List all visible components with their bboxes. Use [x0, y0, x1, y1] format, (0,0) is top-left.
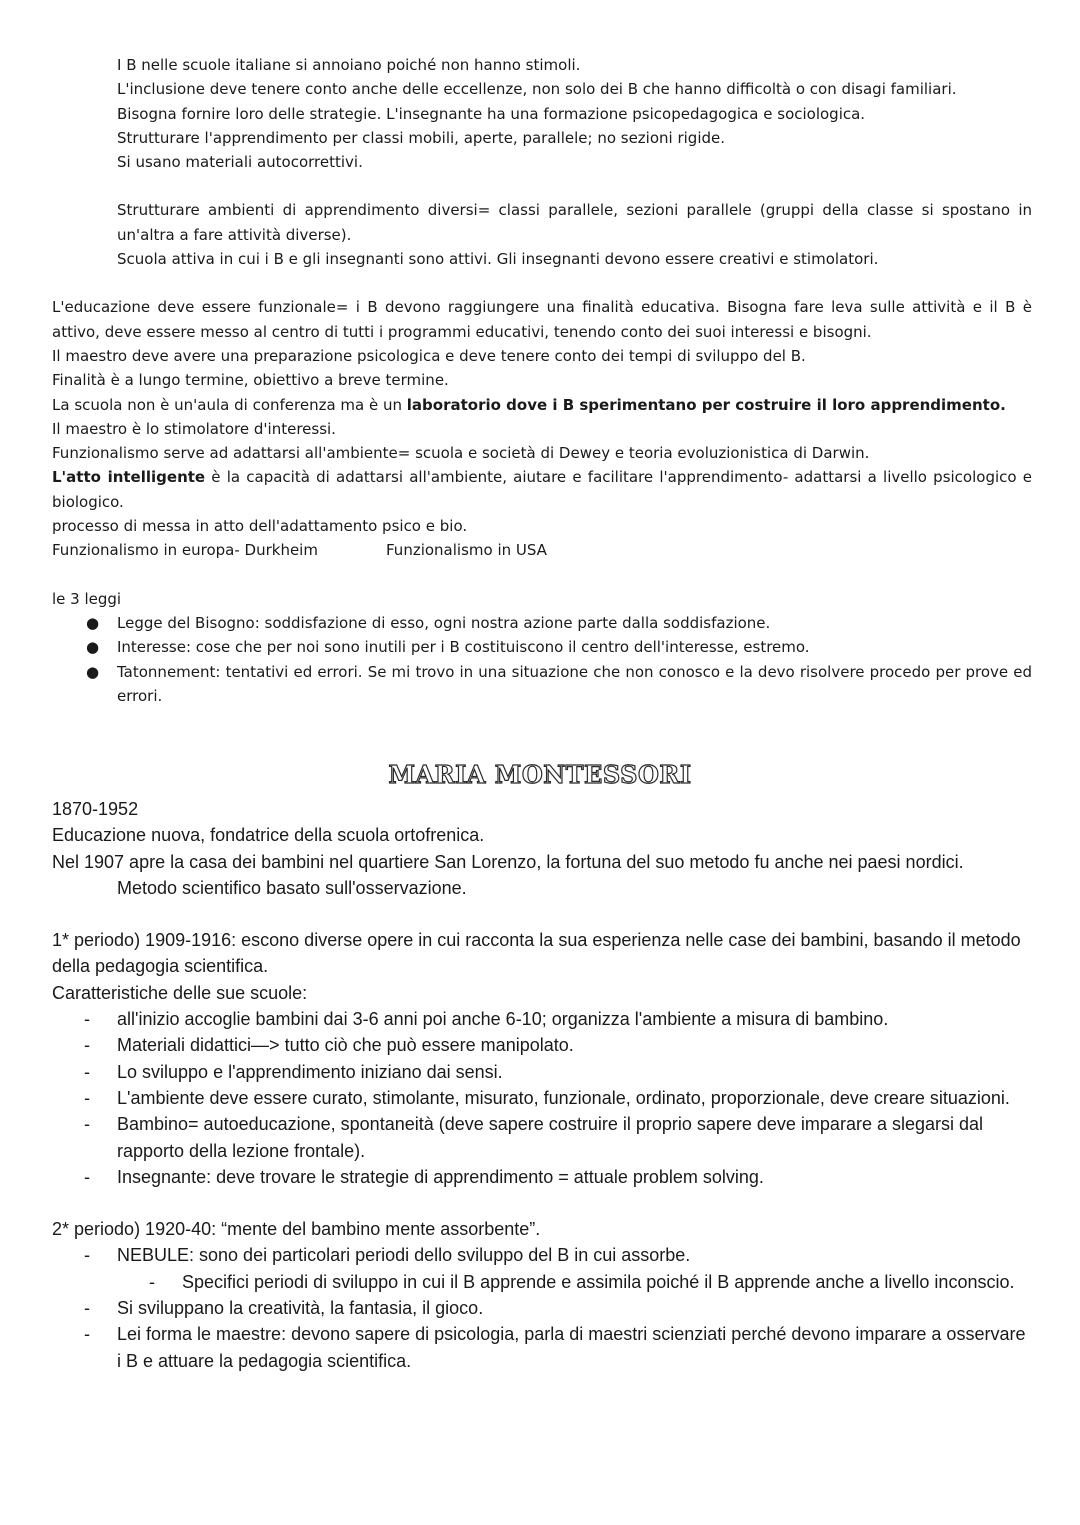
text-line: Nel 1907 apre la casa dei bambini nel quartiere San Lorenzo, la fortuna del suo metodo fu anche nei paesi nordici. — [52, 851, 964, 872]
text-line: Il maestro deve avere una preparazione psicologica e deve tenere conto dei tempi di sviluppo del B. — [52, 346, 806, 365]
list-item — [52, 660, 1032, 709]
text-span: Si sviluppano la creatività, la fantasia, il gioco. — [117, 1298, 484, 1319]
sub-list-item — [52, 1269, 1032, 1295]
text-line: Educazione nuova, fondatrice della scuola ortofrenica. — [52, 825, 485, 846]
dash-icon: - — [84, 1087, 90, 1108]
text-line: I B nelle scuole italiane si annoiano poiché non hanno stimoli. — [117, 56, 581, 74]
laws-list — [52, 611, 1032, 708]
period-1-paragraph: 1* periodo) 1909-1916: escono diverse opere in cui racconta la sua esperienza nelle case dei bambini, basando il metodo della pedagogia scientifica. — [52, 930, 1021, 977]
list-item — [52, 1164, 1032, 1190]
text-span: all'inizio accoglie bambini dai 3-6 anni poi anche 6-10; organizza l'ambiente a misura di bambino. — [117, 1009, 889, 1030]
dash-icon: - — [84, 1298, 90, 1319]
text-line: Strutturare ambienti di apprendimento diversi= classi parallele, sezioni parallele (gruppi della classe si spostano in un'altra a fare attività diverse). — [117, 201, 1032, 244]
dash-icon: - — [84, 1245, 90, 1266]
text-line: L'inclusione deve tenere conto anche delle eccellenze, non solo dei B che hanno difficoltà o con disagi familiari. — [117, 80, 957, 99]
text-line: Scuola attiva in cui i B e gli insegnanti sono attivi. Gli insegnanti devono essere creativi e stimolatori. — [117, 250, 879, 269]
text-span: Insegnante: deve trovare le strategie di apprendimento = attuale problem solving. — [117, 1166, 764, 1187]
indented-block-a — [52, 53, 1032, 174]
list-item — [52, 1006, 1032, 1032]
text-line: Strutturare l'apprendimento per classi mobili, aperte, parallele; no sezioni rigide. — [117, 128, 726, 147]
dash-icon: - — [84, 1324, 90, 1345]
text-span: è la capacità di adattarsi all'ambiente, aiutare e facilitare l'apprendimento- adattarsi a livello psicologico e biologico. — [52, 468, 1032, 511]
list-item — [52, 1295, 1032, 1321]
period-2-list — [52, 1242, 1032, 1373]
text-span: Funzionalismo in USA — [386, 541, 547, 560]
notes-section — [52, 53, 1032, 708]
functional-paragraph: L'educazione deve essere funzionale= i B devono raggiungere una finalità educativa. Bisogna fare leva sulle attività e il B è attivo, deve essere messo al centro di tutti i programmi educativi, tenendo conto dei suoi interessi e bisogni. — [52, 298, 1032, 341]
text-span: Interesse: cose che per noi sono inutili per i B costituiscono il centro dell'interesse, estremo. — [117, 638, 810, 657]
text-span: Legge del Bisogno: soddisfazione di esso, ogni nostra azione parte dalla soddisfazione. — [117, 613, 771, 632]
bullet-icon: ● — [86, 662, 100, 681]
dash-icon: - — [84, 1035, 90, 1056]
functionalism-row — [52, 538, 1032, 562]
bold-span: laboratorio dove i B sperimentano per costruire il loro apprendimento. — [406, 395, 1006, 414]
text-line: processo di messa in atto dell'adattamento psico e bio. — [52, 517, 468, 536]
text-span: Materiali didattici—> tutto ciò che può essere manipolato. — [117, 1035, 574, 1056]
text-line: Si usano materiali autocorrettivi. — [117, 153, 363, 172]
text-span: Lo sviluppo e l'apprendimento iniziano dai sensi. — [117, 1061, 503, 1082]
text-span: Specifici periodi di sviluppo in cui il B apprende e assimila poiché il B apprende anche a livello inconscio. — [182, 1271, 1015, 1292]
intelligent-act-paragraph — [52, 465, 1032, 514]
text-span: Funzionalismo in europa- Durkheim — [52, 541, 318, 560]
list-item — [52, 1111, 1032, 1164]
dash-icon: - — [84, 1166, 90, 1187]
text-span: Lei forma le maestre: devono sapere di psicologia, parla di maestri scienziati perché devono imparare a osservare i B e attuare la pedagogia scientifica. — [117, 1324, 1026, 1371]
school-features-list — [52, 1006, 1032, 1190]
section-title: MARIA MONTESSORI — [388, 760, 692, 789]
bullet-icon: ● — [86, 613, 100, 632]
list-item — [52, 1321, 1032, 1374]
text-line: Bisogna fornire loro delle strategie. L'insegnante ha una formazione psicopedagogica e sociologica. — [117, 104, 866, 123]
list-item — [52, 611, 1032, 635]
school-line — [52, 393, 1032, 417]
list-item — [52, 1032, 1032, 1058]
list-item — [52, 635, 1032, 659]
dash-icon: - — [84, 1114, 90, 1135]
text-span: NEBULE: sono dei particolari periodi dello sviluppo del B in cui assorbe. — [117, 1245, 691, 1266]
text-span: Bambino= autoeducazione, spontaneità (deve sapere costruire il proprio sapere deve imparare a slegarsi dal rapporto della lezione frontale). — [117, 1114, 984, 1161]
list-item — [52, 1085, 1032, 1111]
years: 1870-1952 — [52, 799, 139, 819]
indented-block-b — [52, 198, 1032, 271]
list-item — [52, 1059, 1032, 1085]
montessori-section — [52, 796, 1032, 1374]
dash-icon: - — [84, 1009, 90, 1030]
laws-heading: le 3 leggi — [52, 589, 122, 608]
text-line: Funzionalismo serve ad adattarsi all'ambiente= scuola e società di Dewey e teoria evoluzionistica di Darwin. — [52, 444, 870, 463]
dash-icon: - — [84, 1061, 90, 1082]
text-span: L'ambiente deve essere curato, stimolante, misurato, funzionale, ordinato, proporzionale, deve creare situazioni. — [117, 1087, 1010, 1108]
text-line: Metodo scientifico basato sull'osservazione. — [117, 877, 467, 898]
text-line: Il maestro è lo stimolatore d'interessi. — [52, 419, 336, 438]
period-2-heading: 2* periodo) 1920-40: “mente del bambino mente assorbente”. — [52, 1219, 541, 1240]
list-item — [52, 1242, 1032, 1268]
text-line: Finalità è a lungo termine, obiettivo a breve termine. — [52, 371, 449, 390]
bullet-icon: ● — [86, 638, 100, 657]
text-line: Caratteristiche delle sue scuole: — [52, 982, 308, 1003]
text-span: La scuola non è un'aula di conferenza ma è un — [52, 395, 402, 414]
dash-icon: - — [149, 1271, 155, 1292]
bold-span: L'atto intelligente — [52, 468, 206, 487]
text-span: Tatonnement: tentativi ed errori. Se mi trovo in una situazione che non conosco e la devo risolvere procedo per prove ed errori. — [117, 662, 1032, 705]
